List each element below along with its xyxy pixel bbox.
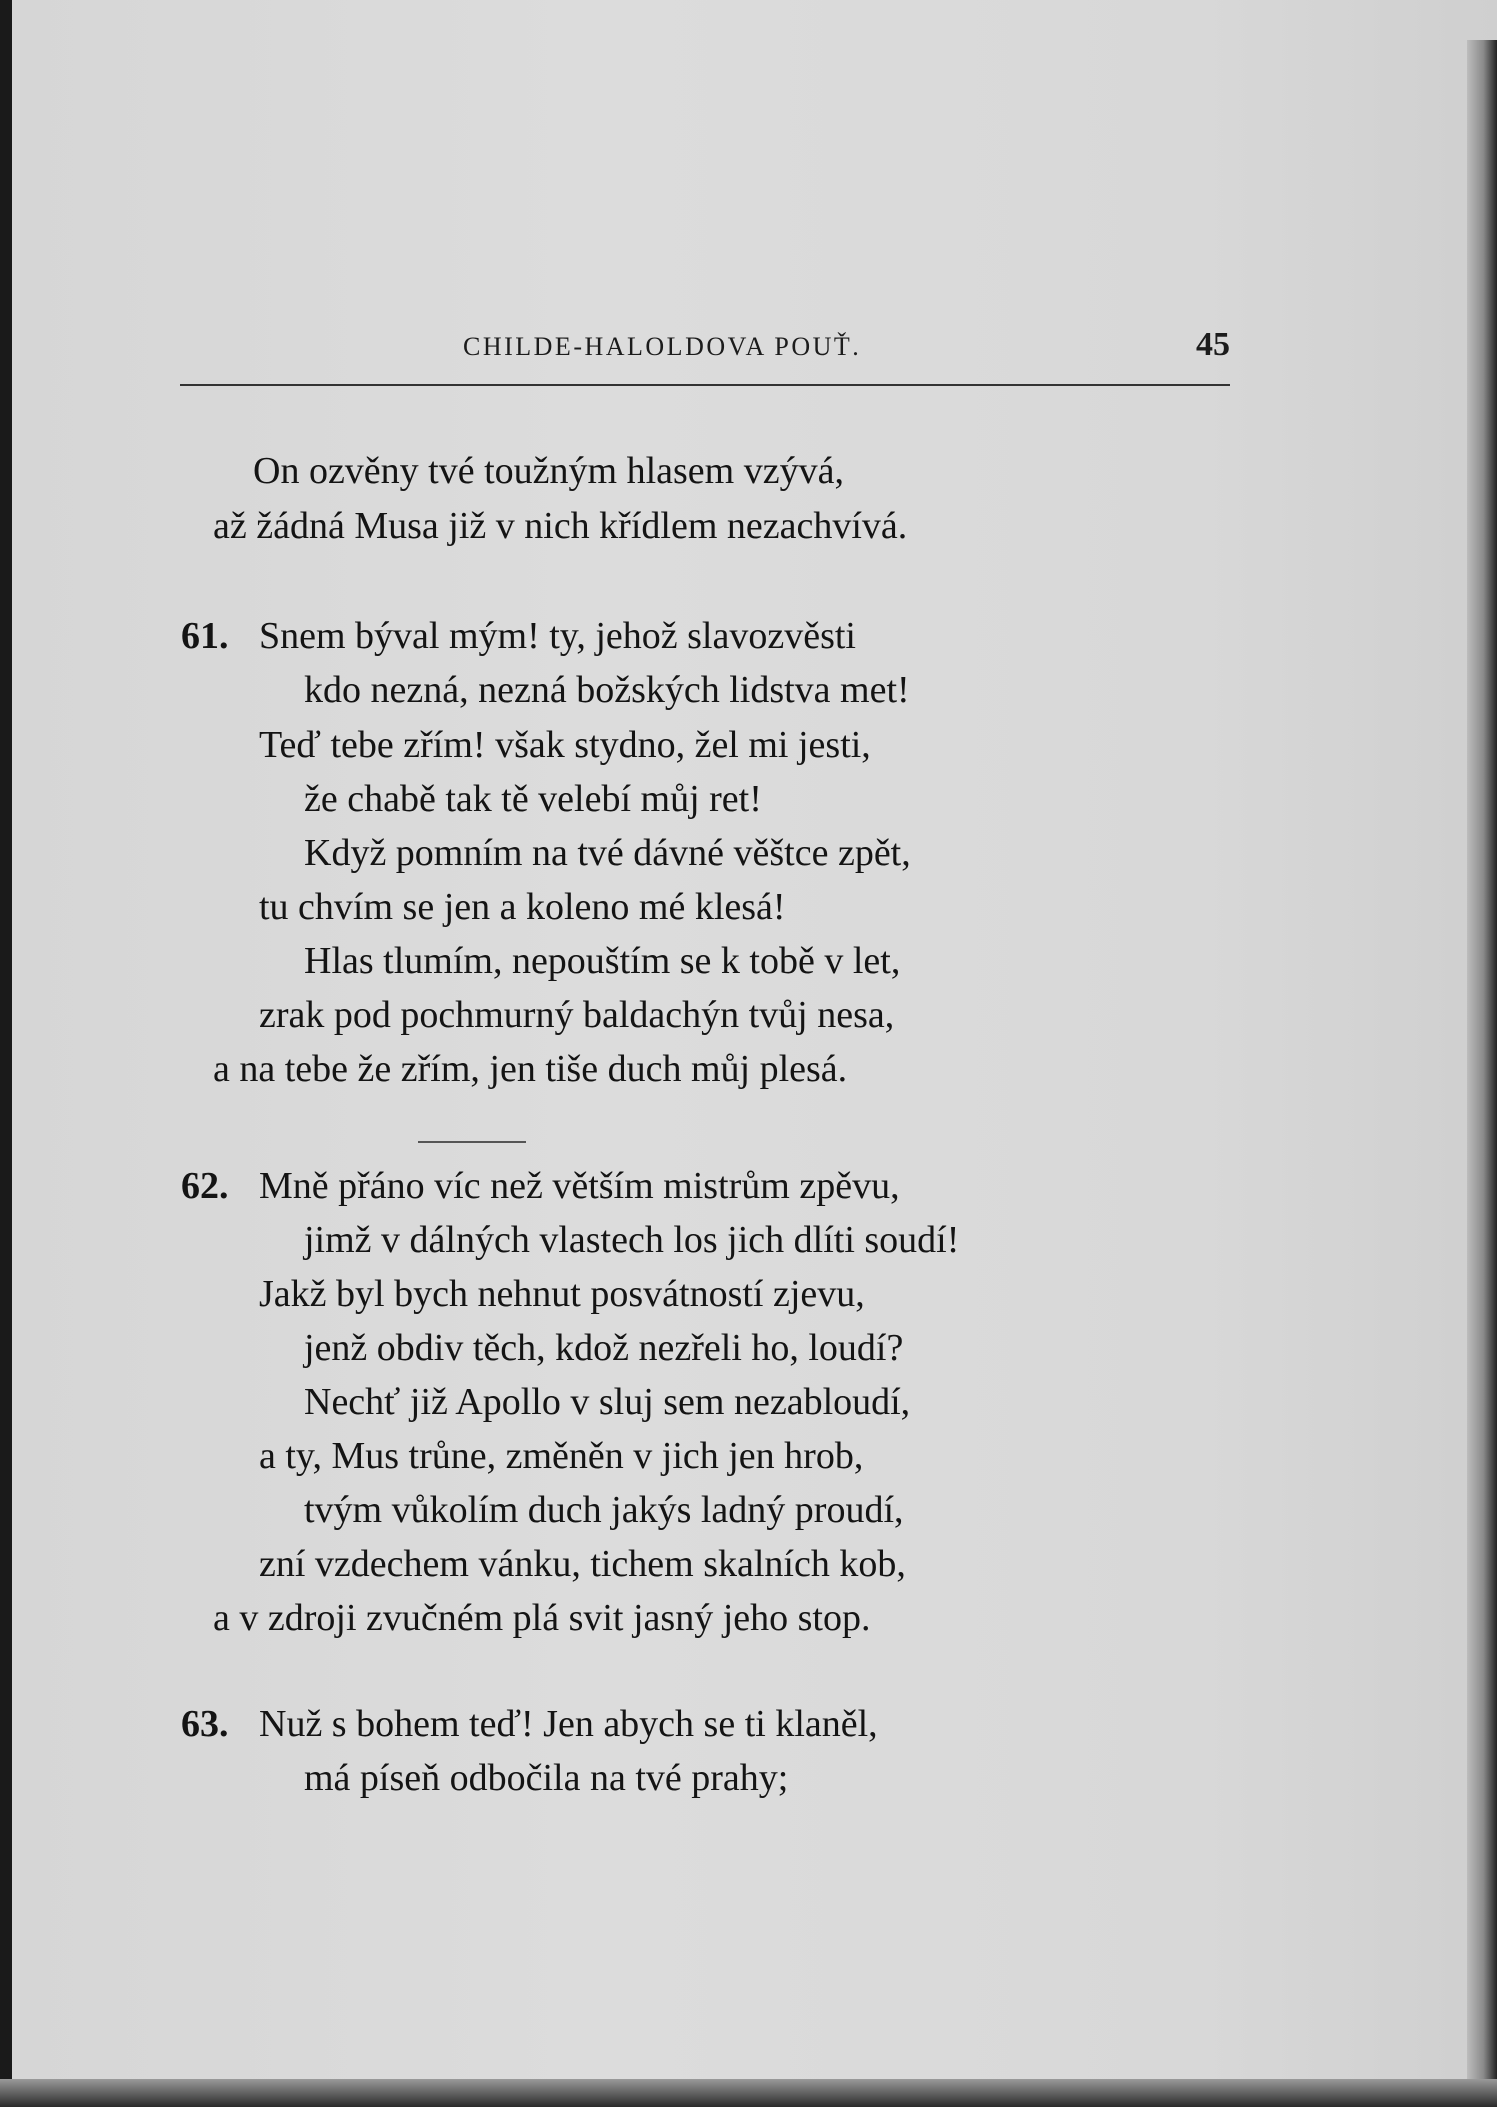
- running-head: [180, 326, 1230, 376]
- verse-line: a na tebe že zřím, jen tiše duch můj plesá.: [213, 1048, 848, 1090]
- page-number: 45: [1196, 326, 1230, 363]
- verse-line: Teď tebe zřím! však stydno, žel mi jesti,: [259, 724, 871, 766]
- verse-line: tvým vůkolím duch jakýs ladný proudí,: [304, 1489, 904, 1531]
- running-title: CHILDE-HALOLDOVA POUŤ.: [463, 332, 862, 361]
- verse-line: a v zdroji zvučném plá svit jasný jeho stop.: [213, 1597, 871, 1639]
- verse-line: Nechť již Apollo v sluj sem nezabloudí,: [304, 1381, 911, 1423]
- stanza-number: 63.: [181, 1703, 229, 1745]
- verse-line: Mně přáno víc než větším mistrům zpěvu,: [259, 1165, 900, 1207]
- verse-line: jenž obdiv těch, kdož nezřeli ho, loudí?: [304, 1327, 904, 1369]
- verse-line: zní vzdechem vánku, tichem skalních kob,: [259, 1543, 906, 1585]
- verse-line: Hlas tlumím, nepouštím se k tobě v let,: [304, 940, 901, 982]
- verse-line: Snem býval mým! ty, jehož slavozvěsti: [259, 615, 856, 657]
- header-rule: [180, 384, 1230, 386]
- verse-line: kdo nezná, nezná božských lidstva met!: [304, 669, 910, 711]
- verse-line: tu chvím se jen a koleno mé klesá!: [259, 886, 786, 928]
- verse-line: Nuž s bohem teď! Jen abych se ti klaněl,: [259, 1703, 878, 1745]
- verse-line: a ty, Mus trůne, změněn v jich jen hrob,: [259, 1435, 864, 1477]
- verse-line: až žádná Musa již v nich křídlem nezachvívá.: [213, 505, 908, 547]
- page-left-edge: [0, 0, 12, 2107]
- page-bottom-edge: [0, 2079, 1497, 2107]
- verse-line: jimž v dálných vlastech los jich dlíti soudí!: [304, 1219, 960, 1261]
- verse-line: že chabě tak tě velebí můj ret!: [304, 778, 762, 820]
- verse-line: Když pomním na tvé dávné věštce zpět,: [304, 832, 911, 874]
- stanza-number: 62.: [181, 1165, 229, 1207]
- page-right-edge: [1467, 40, 1497, 2080]
- stanza-separator: [418, 1141, 526, 1143]
- verse-line: On ozvěny tvé toužným hlasem vzývá,: [253, 450, 844, 492]
- verse-line: zrak pod pochmurný baldachýn tvůj nesa,: [259, 994, 895, 1036]
- verse-line: Jakž byl bych nehnut posvátností zjevu,: [259, 1273, 865, 1315]
- verse-line: má píseň odbočila na tvé prahy;: [304, 1757, 789, 1799]
- stanza-number: 61.: [181, 615, 229, 657]
